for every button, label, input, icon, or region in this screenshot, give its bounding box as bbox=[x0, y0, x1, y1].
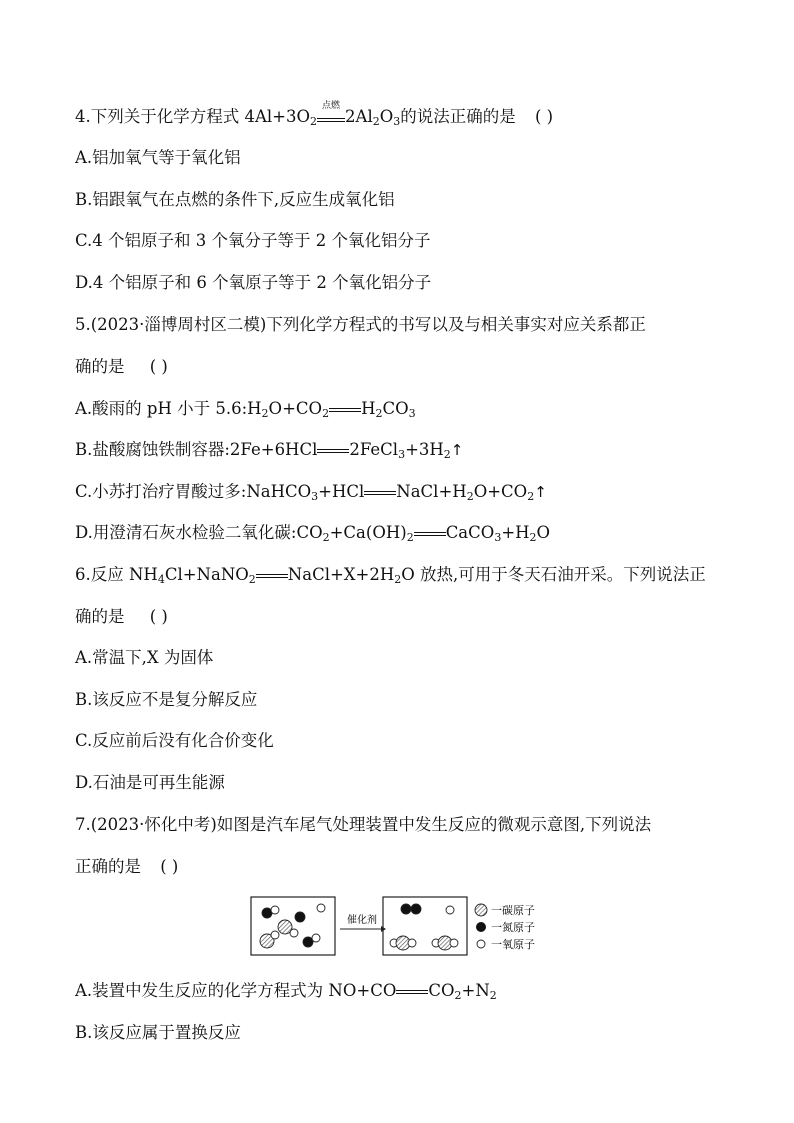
q7-option-b: B.该反应属于置换反应 bbox=[75, 1023, 241, 1042]
q7-stem-line1: 7.(2023·怀化中考)如图是汽车尾气处理装置中发生反应的微观示意图,下列说法 bbox=[75, 815, 652, 834]
q5-option-a: A.酸雨的 pH 小于 $5.6:H_2O+CO_2$ $H_2CO_3$ bbox=[75, 399, 416, 420]
legend-nitrogen: 一氮原子 bbox=[491, 921, 535, 934]
q5-option-d: D.用澄清石灰水检验二氧化碳$:CO_2+Ca(OH)_2$ $CaCO_3+H_2O$ bbox=[75, 523, 551, 544]
q6-option-d: D.石油是可再生能源 bbox=[75, 773, 225, 792]
legend bbox=[475, 903, 535, 951]
q6-option-b: B.该反应不是复分解反应 bbox=[75, 690, 258, 709]
q4-option-b: B.铝跟氧气在点燃的条件下,反应生成氧化铝 bbox=[75, 190, 395, 209]
reactant-molecules bbox=[260, 904, 325, 948]
q4-option-d: D.4 个铝原子和 6 个氧原子等于 2 个氧化铝分子 bbox=[75, 273, 432, 292]
q5-option-b: B.盐酸腐蚀铁制容器:2Fe+6HCl $2FeCl_3+3H_2↑$ bbox=[75, 440, 464, 461]
q5-stem-line2: 确的是 ( ) bbox=[75, 355, 188, 379]
catalyst-label: 催化剂 bbox=[347, 915, 377, 926]
reaction-condition-mark: 点燃 bbox=[317, 109, 345, 122]
q7-stem-line2: 正确的是 ( ) bbox=[75, 855, 192, 879]
legend-oxygen: 一氧原子 bbox=[491, 938, 535, 951]
carbon-atom-icon bbox=[475, 904, 487, 916]
q4-stem: 4.下列关于化学方程式 $4Al+3O_2$ 点燃 $2Al_2O_3$的说法正确的是 ( ) bbox=[75, 105, 567, 129]
product-molecules bbox=[390, 904, 458, 950]
q5-option-c: C.小苏打治疗胃酸过多:NaHCO$_3$+HCl $NaCl+H_2O+CO_2↑$ bbox=[75, 482, 547, 503]
reaction-micro-diagram bbox=[248, 895, 548, 959]
q6-option-a: A.常温下,X 为固体 bbox=[75, 648, 214, 667]
q4-option-a: A.铝加氧气等于氧化铝 bbox=[75, 148, 241, 167]
answer-blank: ( ) bbox=[534, 107, 554, 126]
q6-stem-line2: 确的是 ( ) bbox=[75, 605, 188, 629]
q4-option-c: C.4 个铝原子和 3 个氧分子等于 2 个氧化铝分子 bbox=[75, 231, 431, 250]
q7-option-a: A.装置中发生反应的化学方程式为 NO+CO $CO_2+N_2$ bbox=[75, 981, 497, 1002]
q5-stem-line1: 5.(2023·淄博周村区二模)下列化学方程式的书写以及与相关事实对应关系都正 bbox=[75, 315, 646, 334]
answer-blank: ( ) bbox=[149, 357, 168, 376]
nitrogen-atom-icon bbox=[476, 922, 486, 932]
answer-blank: ( ) bbox=[160, 857, 179, 876]
legend-carbon: 一碳原子 bbox=[491, 904, 535, 917]
q6-option-c: C.反应前后没有化合价变化 bbox=[75, 731, 274, 750]
oxygen-atom-icon bbox=[477, 940, 485, 948]
q6-stem-line1: 6.反应 $NH_4Cl+NaNO_2$ $NaCl+X+2H_2O$ 放热,可用于冬天石油开采。下列说法正 bbox=[75, 565, 706, 586]
answer-blank: ( ) bbox=[149, 607, 168, 626]
